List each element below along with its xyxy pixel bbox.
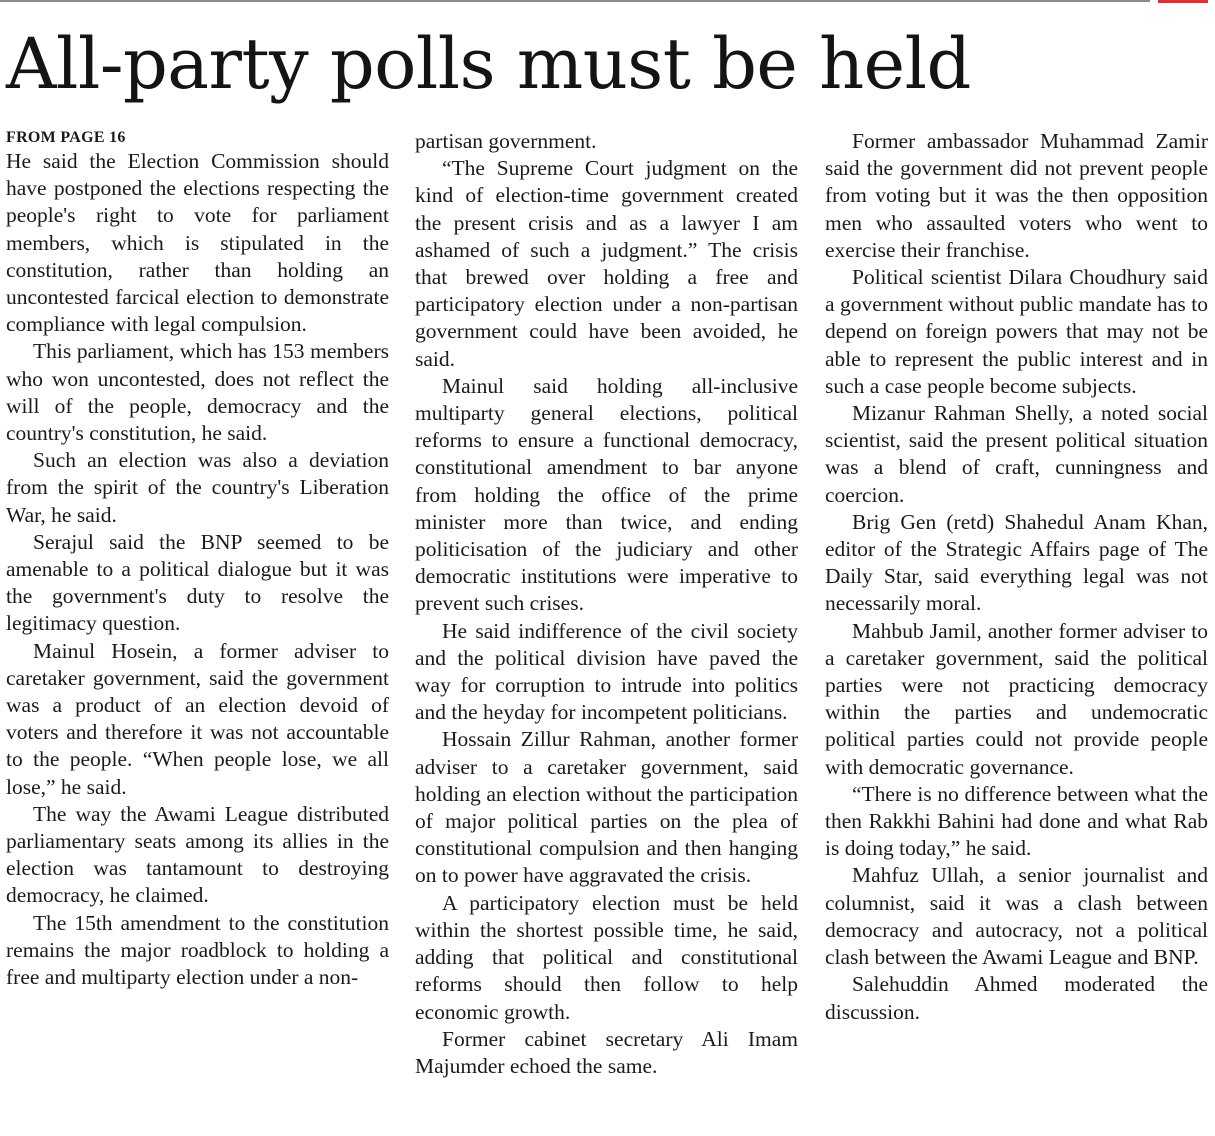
paragraph: He said indifference of the civil society and the political division have paved the way for corruption to intrude into politics and the heyday for incompetent politicians.	[415, 618, 798, 725]
article-column-1	[6, 128, 389, 991]
paragraph: Mainul Hosein, a former adviser to caretaker government, said the government was a product of an election devoid of voters and therefore it was not accountable to the people. “When people lose, we all lose,” he said.	[6, 638, 389, 799]
paragraph: Such an election was also a deviation from the spirit of the country's Liberation War, he said.	[6, 448, 389, 527]
paragraph: “The Supreme Court judgment on the kind of election-time government created the present crisis and as a lawyer I am ashamed of such a judgment.” The crisis that brewed over holding a free and participatory election under a non-partisan government could have been avoided, he said.	[415, 156, 798, 371]
paragraph: Former cabinet secretary Ali Imam Majumder echoed the same.	[415, 1026, 798, 1078]
paragraph: The 15th amendment to the constitution remains the major roadblock to holding a free and multiparty election under a non-	[6, 910, 389, 990]
paragraph: Serajul said the BNP seemed to be amenable to a political dialogue but it was the government's duty to resolve the legitimacy question.	[6, 529, 389, 636]
paragraph: “There is no difference between what the then Rakkhi Bahini had done and what Rab is doing today,” he said.	[825, 781, 1208, 861]
paragraph: Mahbub Jamil, another former adviser to a caretaker government, said the political parties were not practicing democracy within the parties and undemocratic political parties could not provide people with democratic governance.	[825, 618, 1208, 779]
paragraph: Mizanur Rahman Shelly, a noted social scientist, said the present political situation was a blend of craft, cunningness and coercion.	[825, 401, 1208, 507]
paragraph: Mainul said holding all-inclusive multiparty general elections, political reforms to ensure a functional democracy, constitutional amendment to bar anyone from holding the office of the prime minister more than twice, and ending politicisation of the judiciary and other democratic institutions were imperative to prevent such crises.	[415, 373, 798, 616]
paragraph: Former ambassador Muhammad Zamir said the government did not prevent people from voting but it was the then opposition men who assaulted voters who went to exercise their franchise.	[825, 129, 1208, 262]
paragraph: Salehuddin Ahmed moderated the discussion.	[825, 972, 1208, 1024]
paragraph: The way the Awami League distributed parliamentary seats among its allies in the election was tantamount to destroying democracy, he claimed.	[6, 801, 389, 908]
paragraph: partisan government.	[415, 129, 597, 153]
paragraph: This parliament, which has 153 members who won uncontested, does not reflect the will of the people, democracy and the country's constitution, he said.	[6, 339, 389, 446]
paragraph: Political scientist Dilara Choudhury said a government without public mandate has to depend on foreign powers that may not be able to represent the public interest and in such a case people become subjects.	[825, 265, 1208, 398]
article-column-2	[415, 128, 798, 1080]
paragraph: He said the Election Commission should have postponed the elections respecting the people's right to vote for parliament members, which is stipulated in the constitution, rather than holding an uncontested farcical election to demonstrate compliance with legal compulsion.	[6, 149, 389, 337]
article-column-3	[825, 128, 1208, 1026]
paragraph: Hossain Zillur Rahman, another former adviser to a caretaker government, said holding an election without the participation of major political parties on the plea of constitutional compulsion and then hanging on to power have aggravated the crisis.	[415, 727, 798, 888]
headline: All-party polls must be held	[6, 23, 971, 105]
top-rule	[0, 0, 1150, 2]
paragraph: A participatory election must be held within the shortest possible time, he said, adding that political and constitutional reforms should then follow to help economic growth.	[415, 890, 798, 1024]
paragraph: Mahfuz Ullah, a senior journalist and columnist, said it was a clash between democracy and autocracy, not a political clash between the Awami League and BNP.	[825, 863, 1208, 970]
page-corner-mark	[1158, 0, 1208, 3]
paragraph: Brig Gen (retd) Shahedul Anam Khan, editor of the Strategic Affairs page of The Daily Star, said everything legal was not necessarily moral.	[825, 509, 1208, 616]
jump-line: FROM PAGE 16	[6, 129, 126, 146]
